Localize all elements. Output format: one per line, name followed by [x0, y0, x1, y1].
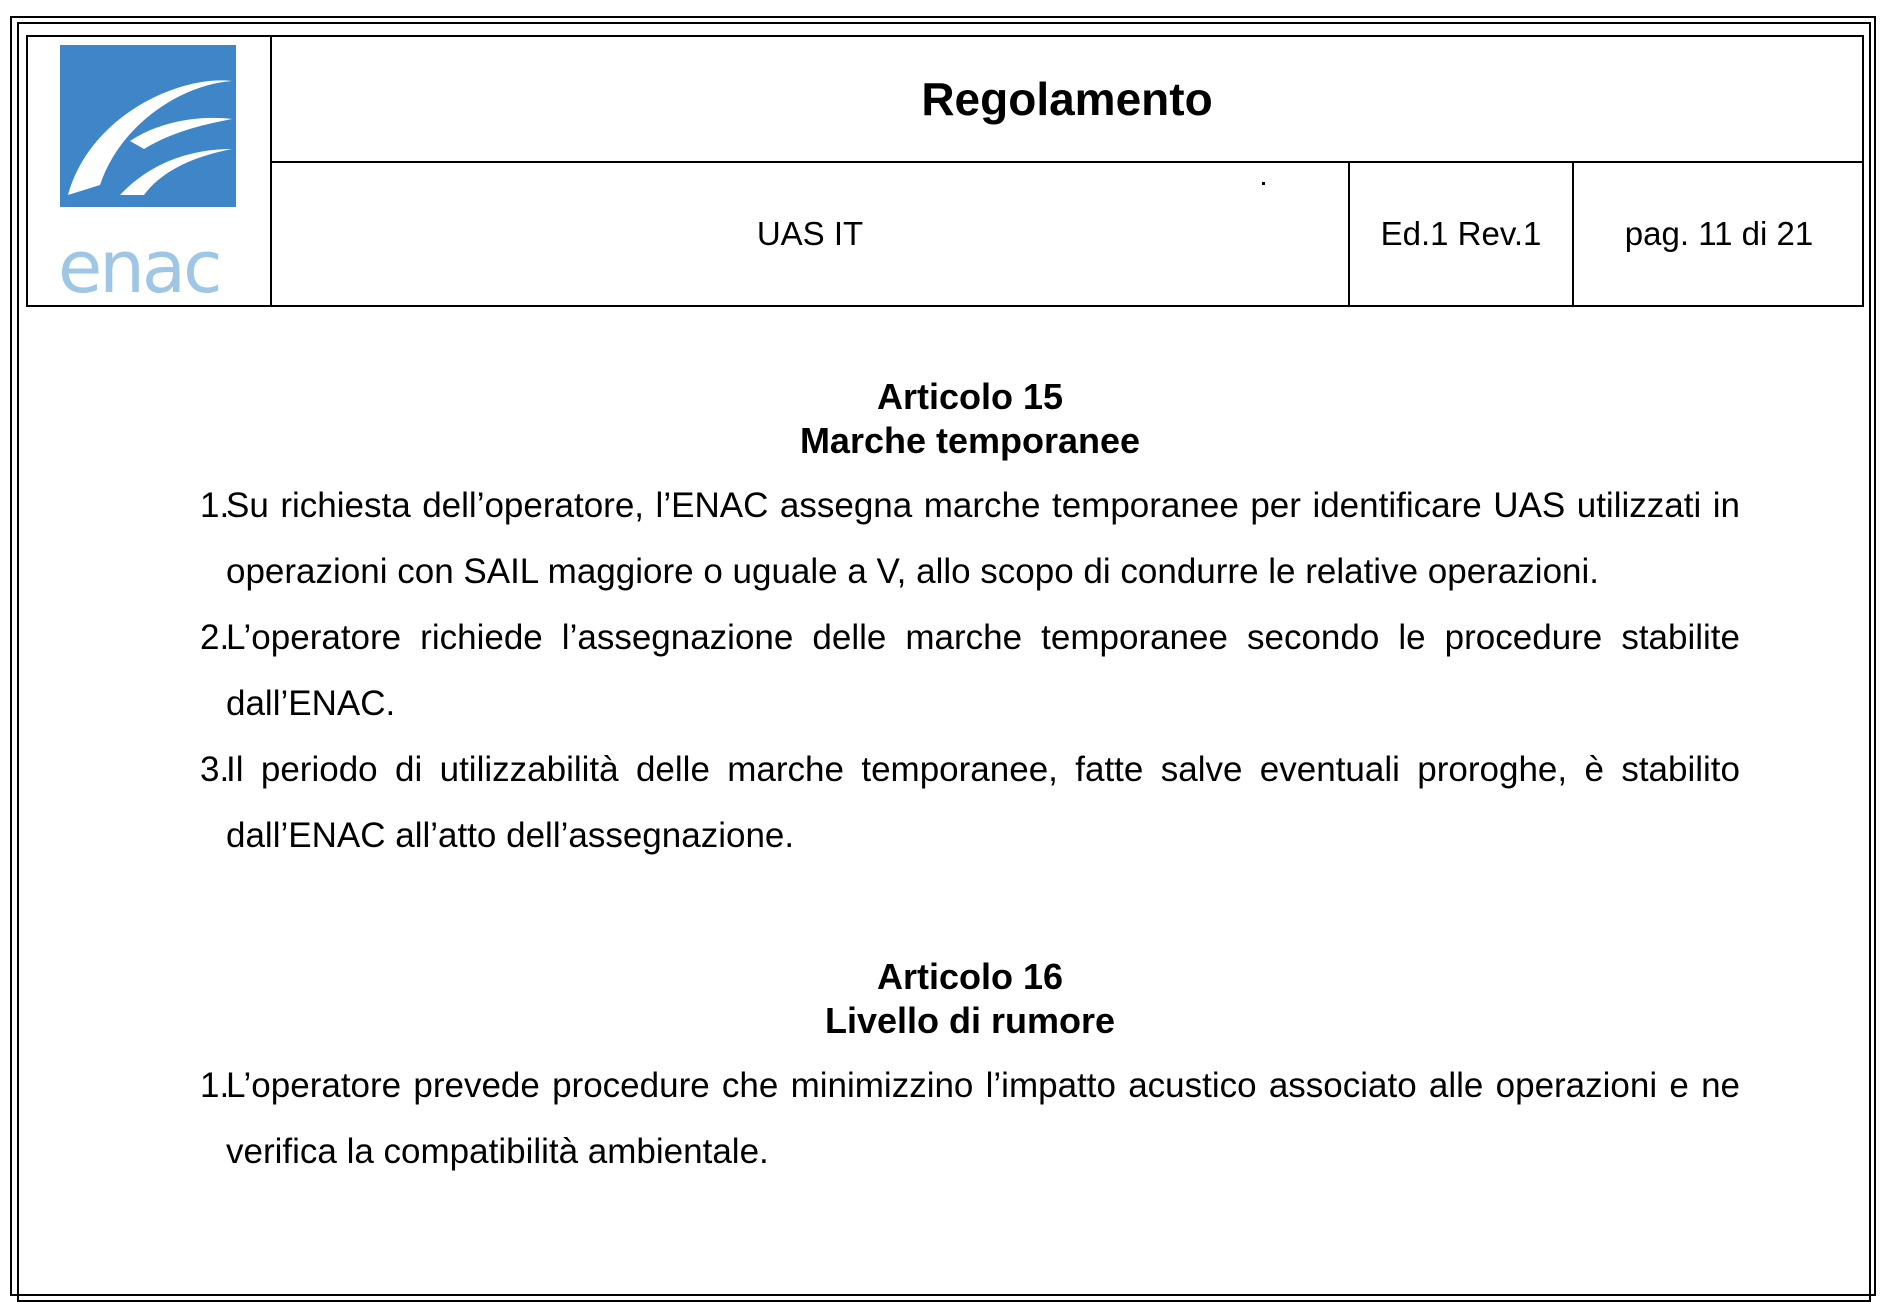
enac-swoosh-icon [60, 45, 236, 207]
header-info-row [272, 163, 1862, 305]
article-16 [200, 955, 1740, 1185]
item-text: Il periodo di utilizzabilità delle marche temporanee, fatte salve eventuali proroghe, è stabilito dall’ENAC all’atto dell’assegnazione. [226, 750, 1740, 855]
document-code: UAS IT [272, 163, 1350, 305]
document-title: Regolamento [272, 37, 1862, 163]
edition-revision: Ed.1 Rev.1 [1350, 163, 1574, 305]
item-text: L’operatore prevede procedure che minimizzino l’impatto acustico associato alle operazioni e ne verifica la compatibilità ambientale. [226, 1066, 1740, 1171]
article-number: Articolo 15 [876, 376, 1064, 417]
enac-logo-text: enac [58, 225, 220, 309]
item-number: 1. [200, 1066, 230, 1105]
list-item [200, 1053, 1740, 1185]
section-spacer [200, 869, 1740, 955]
stray-dot [1262, 182, 1265, 185]
list-item [200, 737, 1740, 869]
list-item [200, 473, 1740, 605]
item-number: 1. [200, 486, 230, 525]
article-number: Articolo 16 [876, 956, 1064, 997]
article-items [200, 473, 1740, 869]
article-heading: Marche temporanee [799, 420, 1141, 461]
article-heading: Livello di rumore [824, 1000, 1116, 1041]
document-header [26, 35, 1864, 307]
item-number: 3. [200, 750, 230, 789]
item-number: 2. [200, 618, 230, 657]
enac-logo-icon [60, 45, 236, 207]
page-number: pag. 11 di 21 [1624, 215, 1814, 252]
item-text: L’operatore richiede l’assegnazione delle marche temporanee secondo le procedure stabilite dall’ENAC. [226, 618, 1740, 723]
list-item [200, 605, 1740, 737]
article-items [200, 1053, 1740, 1185]
article-15 [200, 375, 1740, 869]
item-text: Su richiesta dell’operatore, l’ENAC assegna marche temporanee per identificare UAS utilizzati in operazioni con SAIL maggiore o uguale a V, allo scopo di condurre le relative operazioni. [226, 486, 1740, 591]
document-body [200, 375, 1740, 1185]
logo-cell [28, 37, 272, 309]
